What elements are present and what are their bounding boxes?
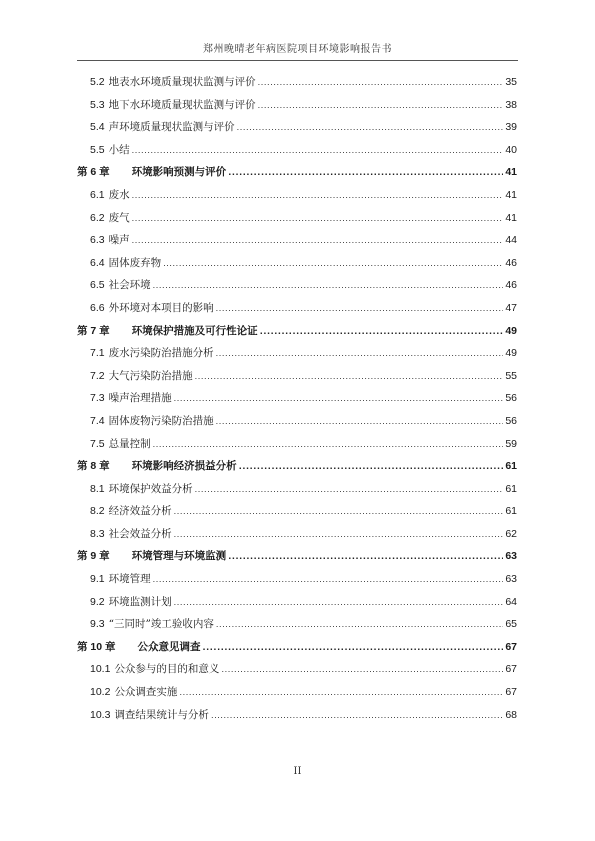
toc-section-entry[interactable] bbox=[77, 345, 517, 368]
toc-dot-leader bbox=[174, 598, 504, 607]
toc-entry-title: 环境保护措施及可行性论证 bbox=[131, 324, 258, 337]
toc-entry-page: 38 bbox=[505, 98, 517, 111]
toc-dot-leader bbox=[174, 507, 504, 516]
toc-entry-title: 环境保护效益分析 bbox=[108, 482, 193, 495]
toc-entry-page: 62 bbox=[505, 527, 517, 540]
toc-entry-title: 固体废弃物 bbox=[108, 256, 162, 269]
toc-entry-number: 6.2 bbox=[90, 211, 105, 224]
toc-entry-title: 废水 bbox=[108, 188, 130, 201]
header-divider bbox=[77, 60, 518, 61]
toc-chapter-entry[interactable] bbox=[77, 548, 517, 571]
toc-entry-number: 第 6 章 bbox=[77, 166, 110, 179]
toc-entry-page: 68 bbox=[505, 708, 517, 721]
toc-entry-number: 7.3 bbox=[90, 392, 105, 405]
toc-section-entry[interactable] bbox=[77, 661, 517, 684]
toc-section-entry[interactable] bbox=[77, 142, 517, 165]
toc-section-entry[interactable] bbox=[77, 300, 517, 323]
toc-section-entry[interactable] bbox=[77, 707, 517, 730]
toc-dot-leader bbox=[216, 620, 503, 629]
toc-entry-title: 地表水环境质量现状监测与评价 bbox=[108, 76, 256, 88]
toc-entry-number: 8.3 bbox=[90, 527, 105, 540]
toc-entry-title: 环境管理与环境监测 bbox=[131, 550, 227, 563]
toc-entry-page: 56 bbox=[505, 392, 517, 405]
toc-dot-leader bbox=[179, 688, 503, 697]
toc-entry-title: 环境管理 bbox=[108, 573, 151, 586]
toc-entry-number: 6.4 bbox=[90, 256, 105, 269]
toc-dot-leader bbox=[258, 101, 504, 110]
toc-entry-page: 61 bbox=[505, 482, 517, 495]
toc-dot-leader bbox=[258, 78, 504, 87]
toc-section-entry[interactable] bbox=[77, 594, 517, 617]
toc-entry-number: 5.2 bbox=[90, 76, 105, 88]
toc-entry-number: 6.5 bbox=[90, 279, 105, 292]
toc-section-entry[interactable] bbox=[77, 481, 517, 504]
toc-section-entry[interactable] bbox=[77, 390, 517, 413]
toc-dot-leader bbox=[221, 665, 503, 674]
toc-entry-number: 6.1 bbox=[90, 188, 105, 201]
toc-entry-number: 9.1 bbox=[90, 573, 105, 586]
toc-entry-title: 环境监测计划 bbox=[108, 595, 172, 608]
toc-entry-title: 废水污染防治措施分析 bbox=[108, 347, 214, 360]
toc-entry-page: 61 bbox=[505, 505, 517, 518]
toc-dot-leader bbox=[132, 146, 504, 155]
toc-entry-page: 44 bbox=[505, 234, 517, 247]
toc-entry-title: 地下水环境质量现状监测与评价 bbox=[108, 98, 256, 111]
toc-entry-title: 噪声治理措施 bbox=[108, 392, 172, 405]
toc-dot-leader bbox=[132, 214, 504, 223]
toc-entry-number: 10.3 bbox=[90, 708, 111, 721]
toc-entry-number: 7.2 bbox=[90, 369, 105, 382]
toc-dot-leader bbox=[195, 372, 504, 381]
toc-entry-page: 46 bbox=[505, 256, 517, 269]
toc-entry-number: 6.3 bbox=[90, 234, 105, 247]
toc-section-entry[interactable] bbox=[77, 232, 517, 255]
toc-dot-leader bbox=[239, 462, 504, 471]
toc-entry-title: 调查结果统计与分析 bbox=[114, 708, 209, 721]
toc-entry-number: 第 7 章 bbox=[77, 324, 110, 337]
toc-entry-number: 6.6 bbox=[90, 301, 105, 314]
toc-section-entry[interactable] bbox=[77, 503, 517, 526]
toc-entry-page: 67 bbox=[505, 686, 517, 699]
toc-entry-page: 47 bbox=[505, 301, 517, 314]
toc-entry-page: 35 bbox=[505, 76, 517, 88]
toc-section-entry[interactable] bbox=[77, 255, 517, 278]
toc-entry-title: 固体废物污染防治措施 bbox=[108, 414, 214, 427]
toc-entry-number: 第 9 章 bbox=[77, 550, 110, 563]
toc-entry-page: 41 bbox=[505, 166, 517, 179]
toc-dot-leader bbox=[228, 168, 503, 177]
toc-entry-title: 声环境质量现状监测与评价 bbox=[108, 121, 235, 134]
toc-entry-number: 第 10 章 bbox=[77, 640, 116, 653]
toc-dot-leader bbox=[216, 349, 504, 358]
toc-entry-number: 10.1 bbox=[90, 663, 111, 676]
toc-dot-leader bbox=[203, 643, 504, 652]
toc-entry-title: “三同时”竣工验收内容 bbox=[108, 618, 214, 631]
toc-dot-leader bbox=[153, 440, 504, 449]
toc-entry-number: 5.4 bbox=[90, 121, 105, 134]
toc-entry-title: 外环境对本项目的影响 bbox=[108, 301, 214, 314]
toc-entry-title: 社会效益分析 bbox=[108, 527, 172, 540]
toc-dot-leader bbox=[153, 575, 504, 584]
toc-entry-title: 总量控制 bbox=[108, 437, 151, 450]
toc-section-entry[interactable] bbox=[77, 571, 517, 594]
toc-dot-leader bbox=[174, 394, 504, 403]
toc-entry-page: 40 bbox=[505, 143, 517, 156]
toc-entry-title: 社会环境 bbox=[108, 279, 151, 292]
toc-entry-number: 5.3 bbox=[90, 98, 105, 111]
toc-dot-leader bbox=[237, 123, 504, 132]
toc-dot-leader bbox=[174, 530, 504, 539]
table-of-contents bbox=[77, 74, 517, 729]
toc-entry-number: 9.2 bbox=[90, 595, 105, 608]
running-header: 郑州晚晴老年病医院项目环境影响报告书 bbox=[203, 44, 392, 55]
toc-section-entry[interactable] bbox=[77, 436, 517, 459]
toc-entry-page: 39 bbox=[505, 121, 517, 134]
toc-entry-title: 大气污染防治措施 bbox=[108, 369, 193, 382]
toc-dot-leader bbox=[195, 485, 504, 494]
toc-entry-title: 公众参与的目的和意义 bbox=[114, 663, 220, 676]
toc-entry-page: 56 bbox=[505, 414, 517, 427]
toc-dot-leader bbox=[216, 417, 504, 426]
toc-dot-leader bbox=[132, 191, 504, 200]
toc-entry-page: 67 bbox=[505, 663, 517, 676]
toc-section-entry[interactable] bbox=[77, 526, 517, 549]
toc-dot-leader bbox=[132, 236, 504, 245]
toc-entry-page: 55 bbox=[505, 369, 517, 382]
toc-dot-leader bbox=[228, 552, 503, 561]
toc-entry-title: 环境影响预测与评价 bbox=[131, 166, 227, 179]
toc-entry-number: 9.3 bbox=[90, 618, 105, 631]
toc-dot-leader bbox=[153, 281, 504, 290]
toc-entry-page: 67 bbox=[505, 640, 517, 653]
toc-entry-number: 7.4 bbox=[90, 414, 105, 427]
toc-dot-leader bbox=[211, 711, 503, 720]
toc-entry-page: 49 bbox=[505, 324, 517, 337]
toc-entry-number: 8.1 bbox=[90, 482, 105, 495]
toc-entry-title: 小结 bbox=[108, 143, 130, 156]
toc-entry-number: 5.5 bbox=[90, 143, 105, 156]
toc-entry-title: 废气 bbox=[108, 211, 130, 224]
toc-entry-title: 噪声 bbox=[108, 234, 130, 247]
toc-entry-page: 46 bbox=[505, 279, 517, 292]
toc-entry-page: 41 bbox=[505, 188, 517, 201]
toc-entry-page: 64 bbox=[505, 595, 517, 608]
toc-section-entry[interactable] bbox=[77, 210, 517, 233]
toc-section-entry[interactable] bbox=[77, 97, 517, 120]
toc-entry-number: 第 8 章 bbox=[77, 460, 110, 473]
toc-entry-number: 7.1 bbox=[90, 347, 105, 360]
toc-entry-title: 公众意见调查 bbox=[137, 640, 201, 653]
toc-chapter-entry[interactable] bbox=[77, 639, 517, 662]
toc-entry-number: 7.5 bbox=[90, 437, 105, 450]
toc-section-entry[interactable] bbox=[77, 616, 517, 639]
toc-chapter-entry[interactable] bbox=[77, 164, 517, 187]
toc-entry-title: 环境影响经济损益分析 bbox=[131, 460, 237, 473]
toc-section-entry[interactable] bbox=[77, 413, 517, 436]
toc-chapter-entry[interactable] bbox=[77, 458, 517, 481]
toc-dot-leader bbox=[216, 304, 504, 313]
toc-entry-page: 63 bbox=[505, 550, 517, 563]
toc-entry-page: 65 bbox=[505, 618, 517, 631]
toc-entry-page: 63 bbox=[505, 573, 517, 586]
toc-entry-page: 59 bbox=[505, 437, 517, 450]
toc-section-entry[interactable] bbox=[77, 684, 517, 707]
page-number: II bbox=[293, 766, 302, 777]
toc-section-entry[interactable] bbox=[77, 368, 517, 391]
toc-entry-title: 公众调查实施 bbox=[114, 686, 178, 699]
toc-chapter-entry[interactable] bbox=[77, 323, 517, 346]
toc-section-entry[interactable] bbox=[77, 187, 517, 210]
toc-dot-leader bbox=[260, 327, 504, 336]
toc-entry-title: 经济效益分析 bbox=[108, 505, 172, 518]
toc-section-entry[interactable] bbox=[77, 277, 517, 300]
toc-entry-page: 41 bbox=[505, 211, 517, 224]
toc-entry-page: 61 bbox=[505, 460, 517, 473]
toc-section-entry[interactable] bbox=[77, 74, 517, 97]
toc-entry-number: 8.2 bbox=[90, 505, 105, 518]
toc-entry-number: 10.2 bbox=[90, 686, 111, 699]
toc-dot-leader bbox=[163, 259, 503, 268]
toc-section-entry[interactable] bbox=[77, 119, 517, 142]
toc-entry-page: 49 bbox=[505, 347, 517, 360]
